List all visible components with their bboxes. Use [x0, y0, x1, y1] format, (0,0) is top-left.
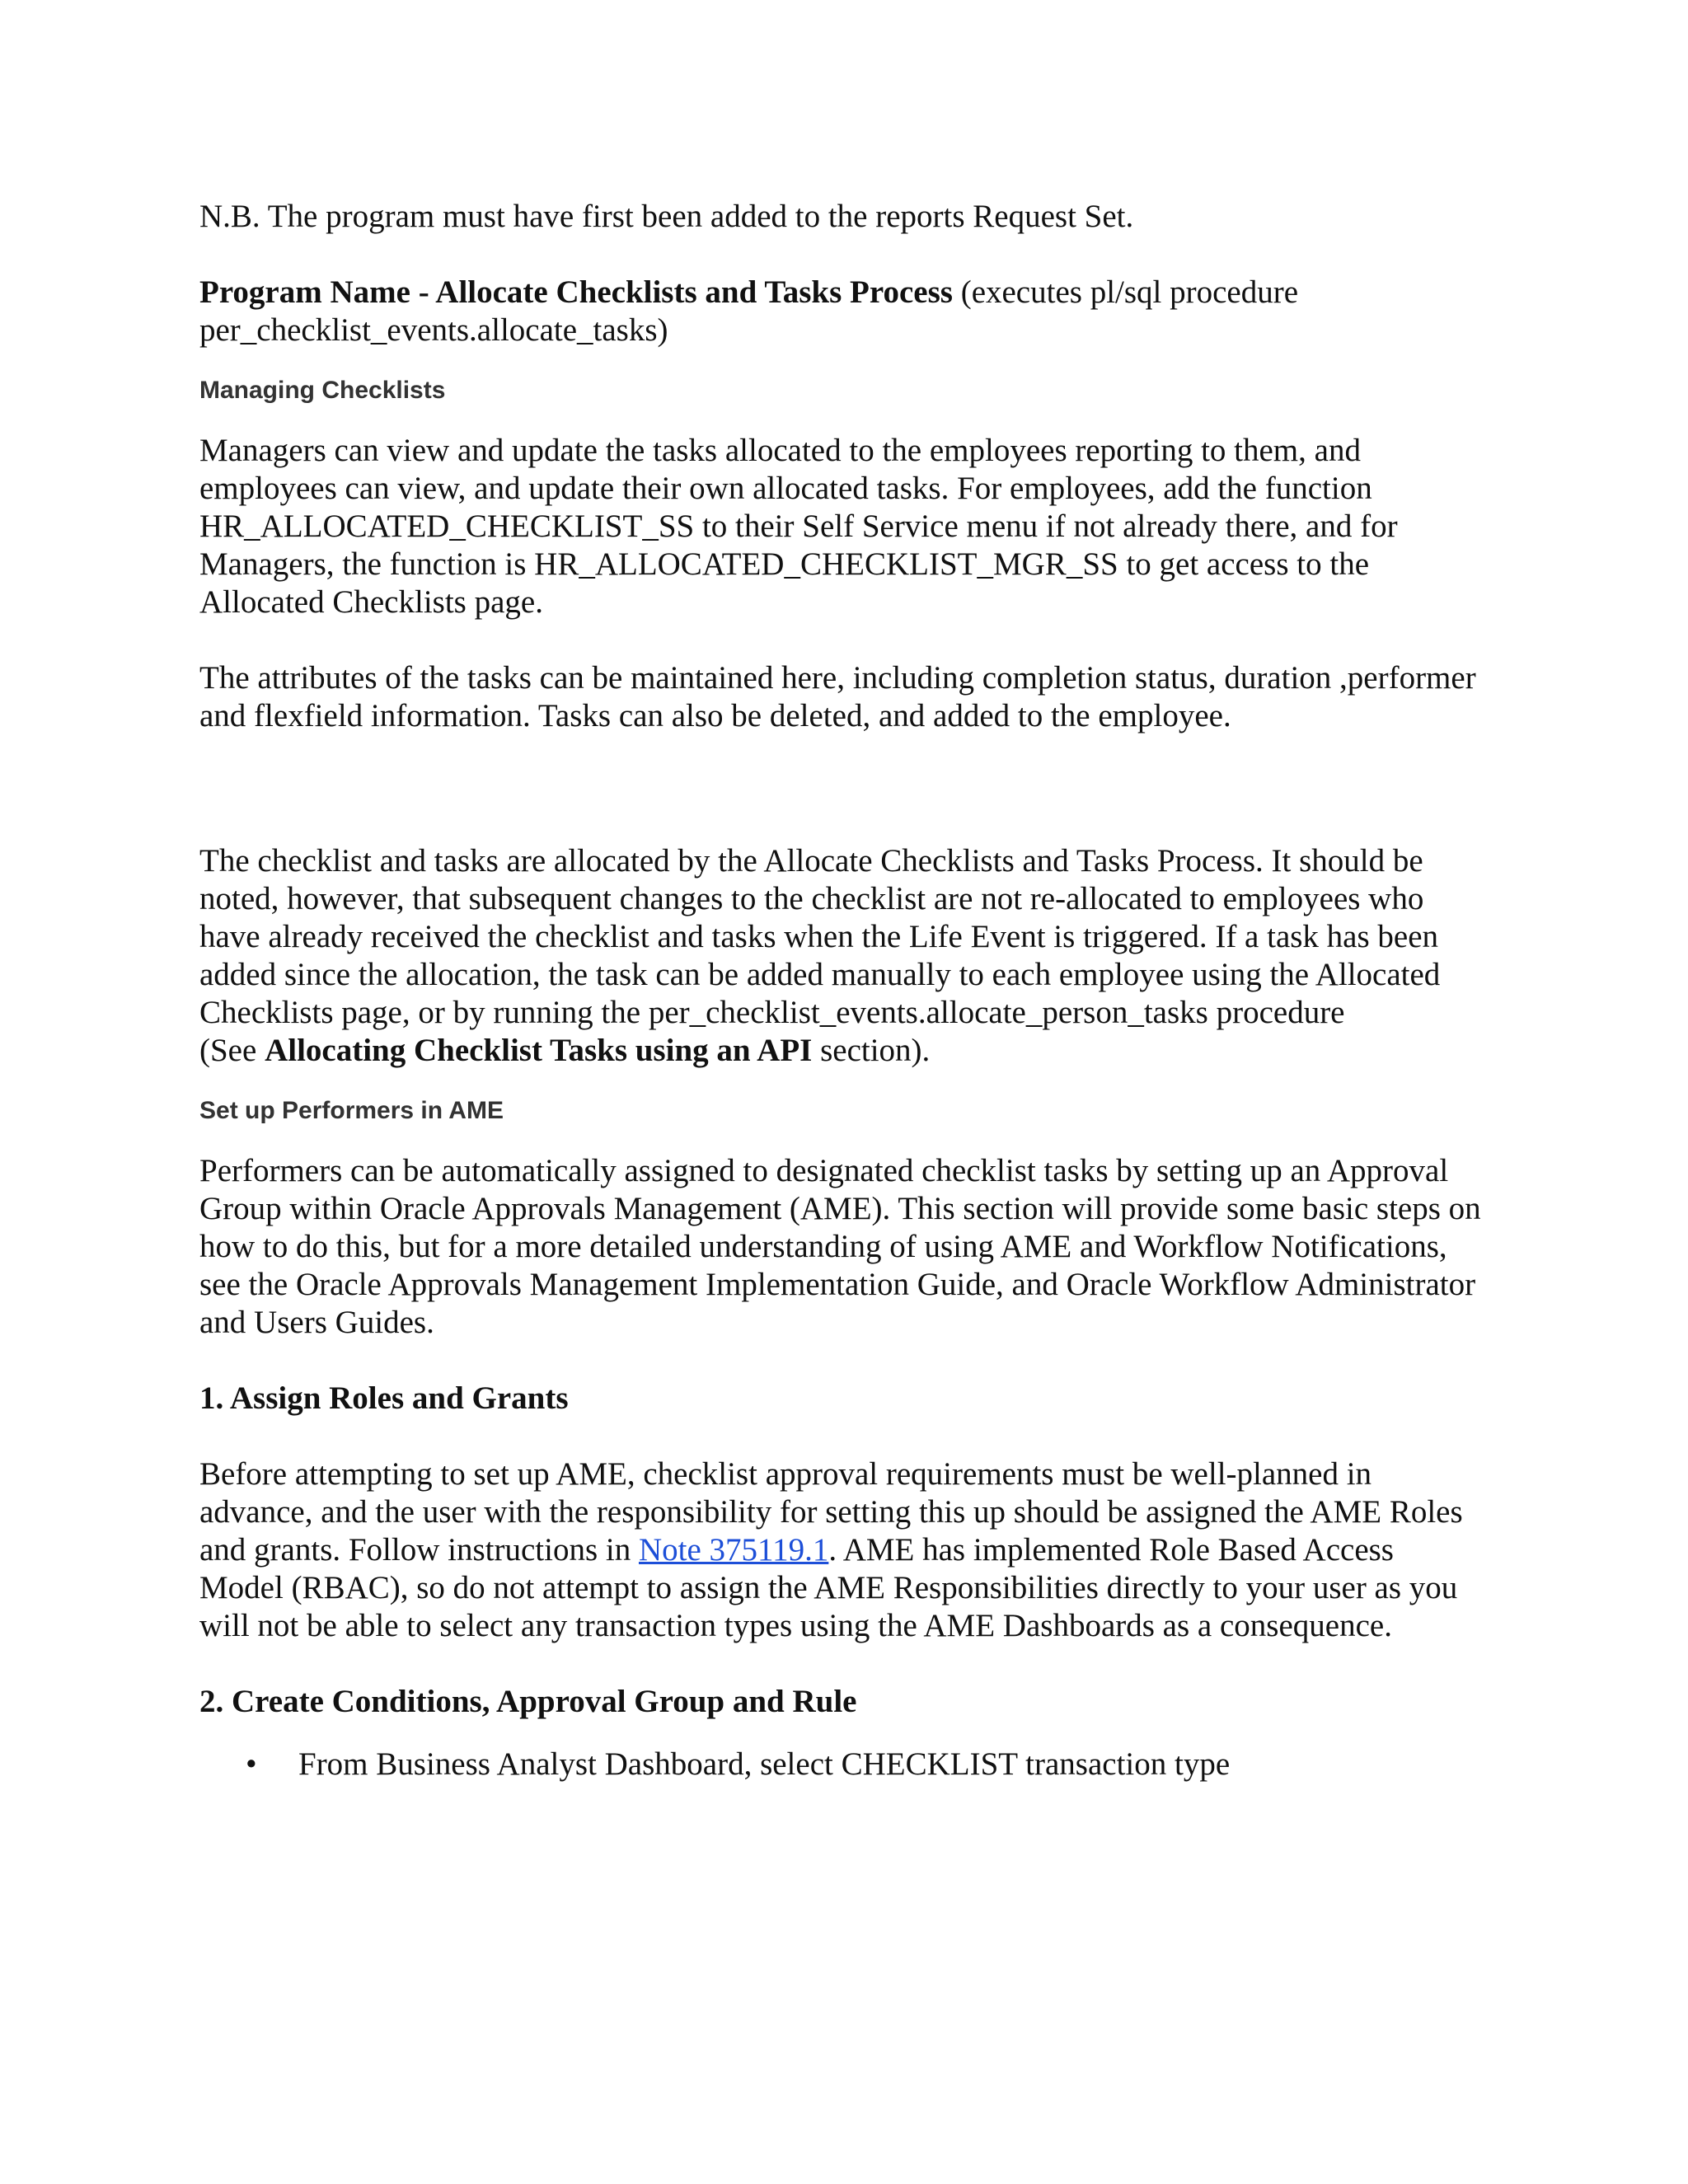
program-name: Program Name - Allocate Checklists and Tasks Process: [199, 274, 953, 310]
allocation-see-prefix: (See: [199, 1033, 265, 1068]
document-content: [199, 198, 1485, 1783]
allocation-paragraph: [199, 842, 1485, 1070]
bullet-list: [199, 1746, 1485, 1783]
allocation-text: The checklist and tasks are allocated by the Allocate Checklists and Tasks Process. It should be noted, however, that subsequent changes to the checklist are not re-allocated to employees who have already received the checklist and tasks when the Life Event is triggered. If a task has been added since the allocation, the task can be added manually to each employee using the Allocated Checklists page, or by running the per_checklist_events.allocate_person_tasks procedure: [199, 843, 1441, 1030]
bullet-icon: •: [246, 1746, 257, 1782]
heading-create-conditions: 2. Create Conditions, Approval Group and Rule: [199, 1684, 857, 1719]
assign-roles-text-before: Before attempting to set up AME, checklist approval requirements must be well-planned in advance, and the user with the responsibility for setting this up should be assigned the AME Roles and grants. Follow instructions in: [199, 1456, 1463, 1568]
program-name-paragraph: [199, 274, 1485, 349]
bullet-text: From Business Analyst Dashboard, select CHECKLIST transaction type: [298, 1746, 1231, 1782]
nb-note: N.B. The program must have first been added to the reports Request Set.: [199, 199, 1134, 234]
heading-set-up-performers: Set up Performers in AME: [199, 1097, 504, 1124]
assign-roles-paragraph: [199, 1455, 1485, 1645]
heading-assign-roles: 1. Assign Roles and Grants: [199, 1380, 569, 1416]
heading-managing-checklists: Managing Checklists: [199, 377, 446, 404]
allocation-see-bold: Allocating Checklist Tasks using an API: [265, 1033, 813, 1068]
program-desc-line2: per_checklist_events.allocate_tasks): [199, 312, 668, 348]
managing-paragraph-2: The attributes of the tasks can be maintained here, including completion status, duration ,performer and flexfield information. Tasks can also be deleted, and added to the employee.: [199, 660, 1476, 733]
performers-paragraph: Performers can be automatically assigned to designated checklist tasks by setting up an Approval Group within Oracle Approvals Management (AME). This section will provide some basic steps on how to do this, but for a more detailed understanding of using AME and Workflow Notifications, see the Oracle Approvals Management Implementation Guide, and Oracle Workflow Administrator and Users Guides.: [199, 1153, 1481, 1340]
assign-roles-text-after: . AME has implemented Role Based Access Model (RBAC), so do not attempt to assign the AME Responsibilities directly to your user as you will not be able to select any transaction types using the AME Dashboards as a consequence.: [199, 1532, 1458, 1643]
program-desc-line1: (executes pl/sql procedure: [952, 274, 1299, 310]
managing-paragraph-1: Managers can view and update the tasks allocated to the employees reporting to them, and employees can view, and update their own allocated tasks. For employees, add the function HR_ALLOCATED_CHECKLIST_SS to their Self Service menu if not already there, and for Managers, the function is HR_ALLOCATED_CHECKLIST_MGR_SS to get access to the Allocated Checklists page.: [199, 433, 1398, 620]
note-link[interactable]: Note 375119.1: [638, 1532, 829, 1568]
spacer: [199, 735, 1485, 842]
list-item: [199, 1746, 1485, 1783]
allocation-see-suffix: section).: [812, 1033, 931, 1068]
